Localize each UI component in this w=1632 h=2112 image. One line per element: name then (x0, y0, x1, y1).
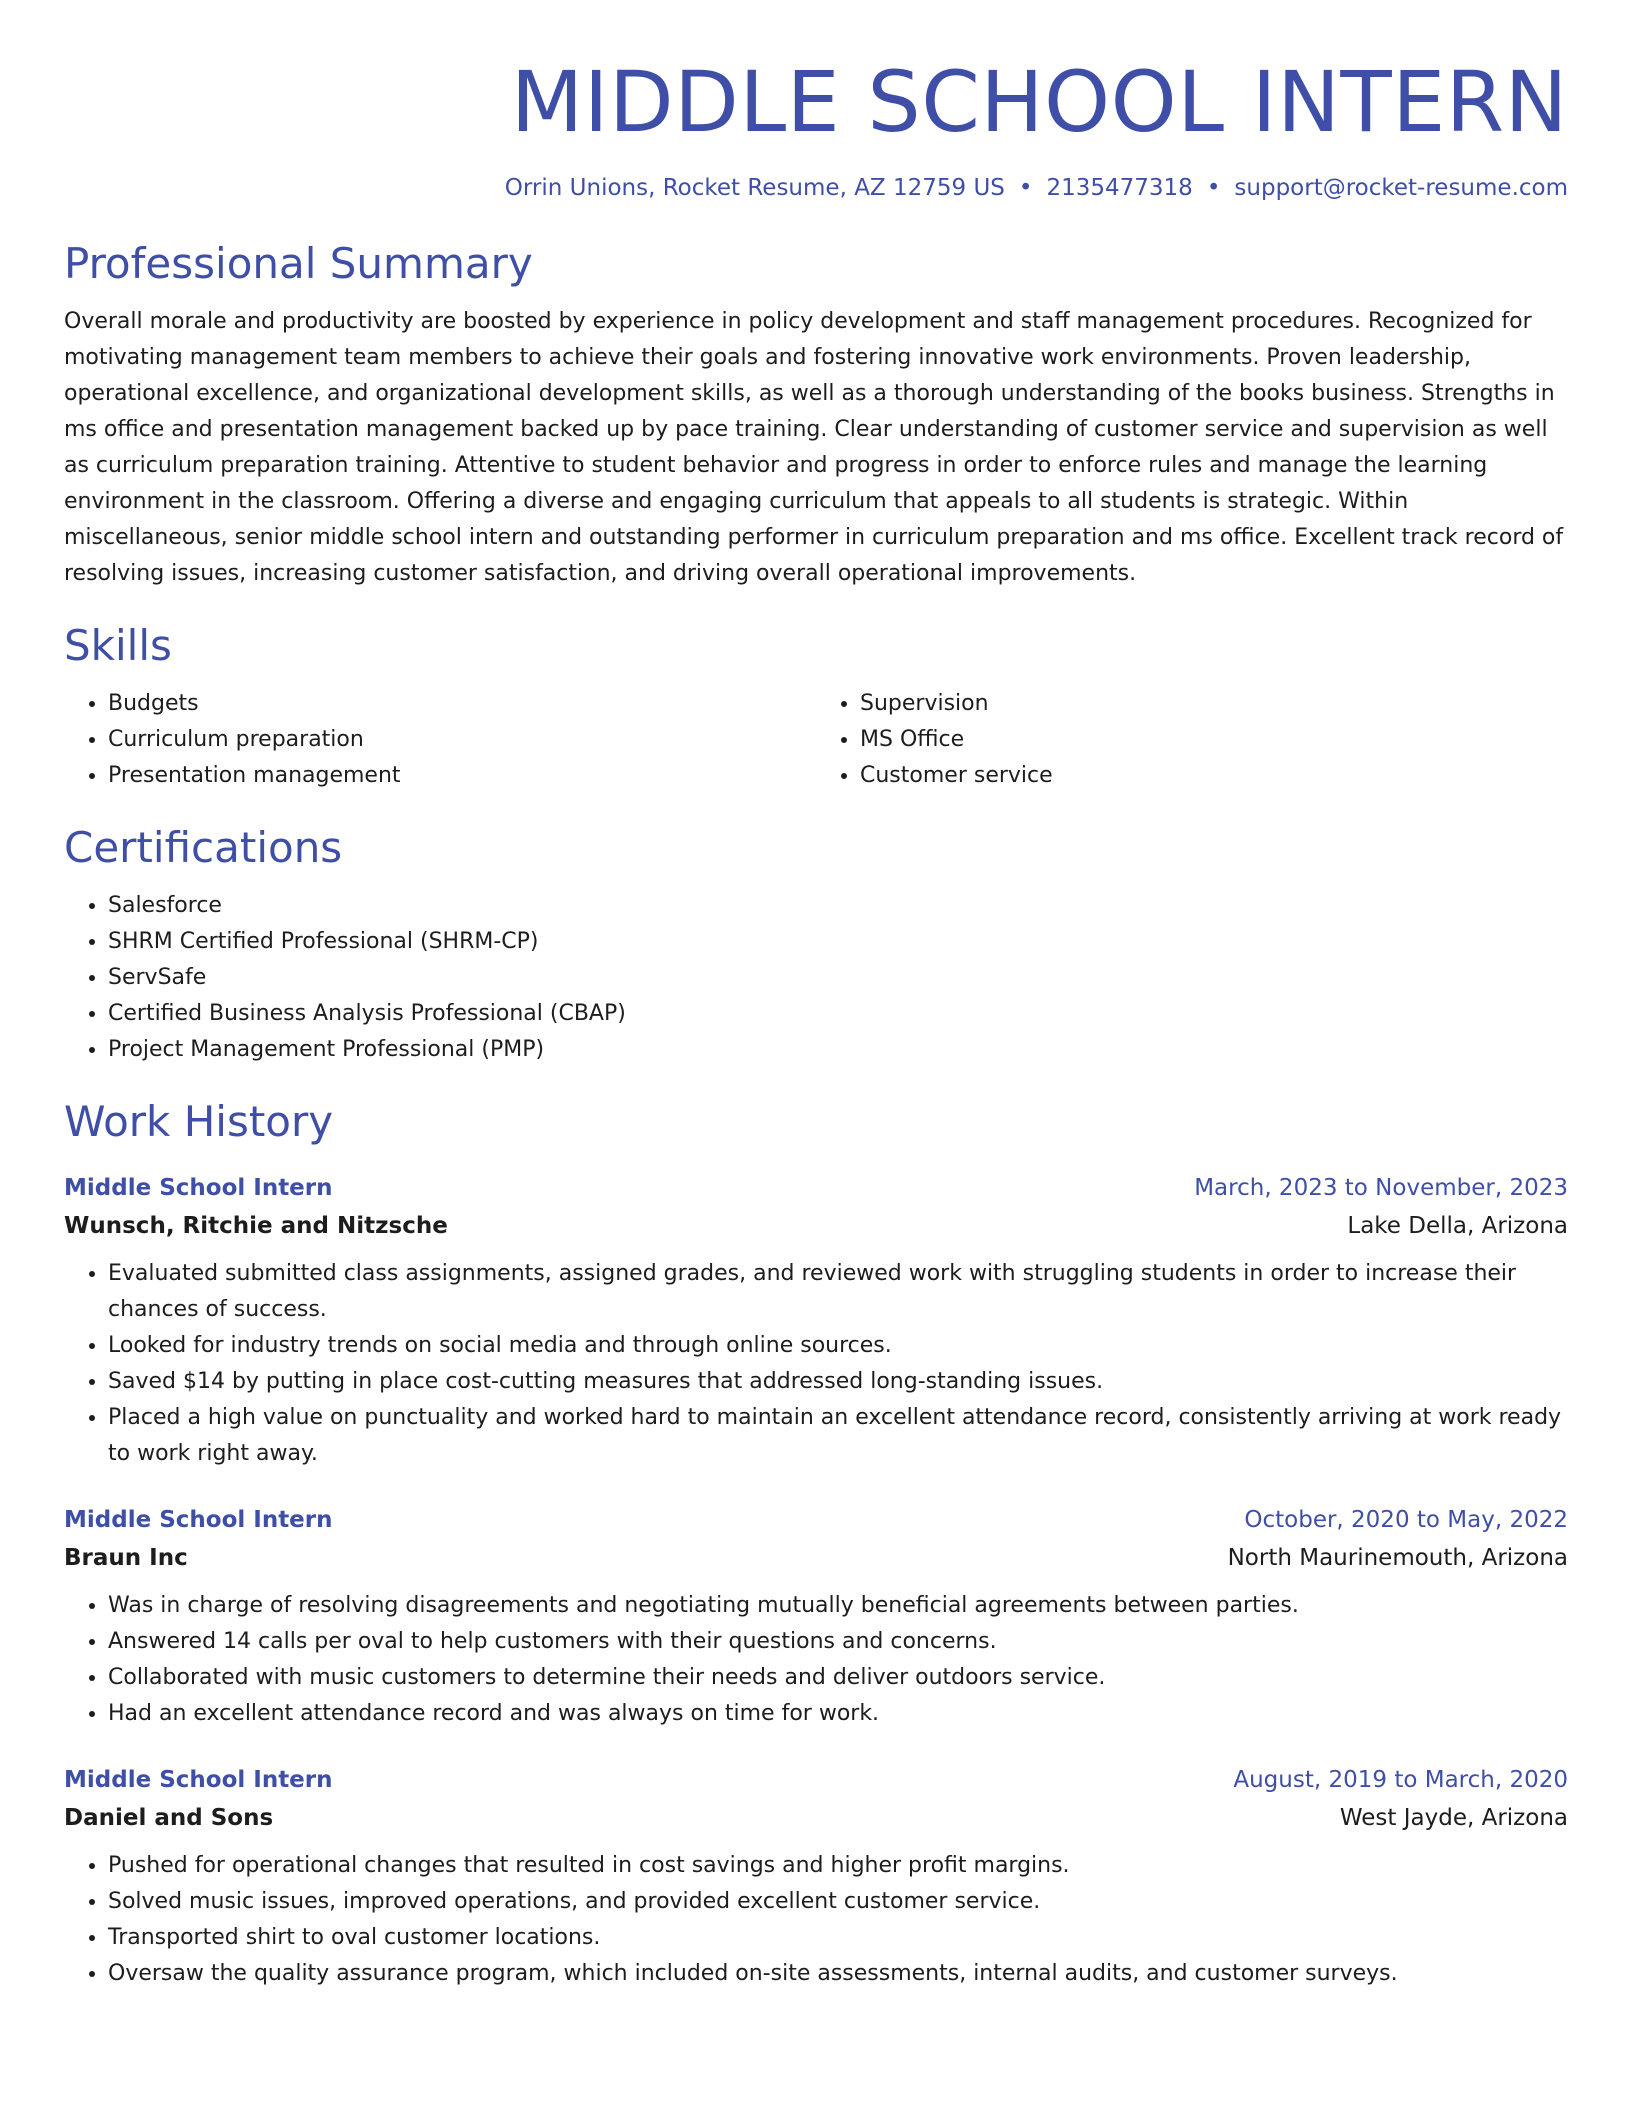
job-entry (64, 1762, 1568, 1992)
job-dates: August, 2019 to March, 2020 (1233, 1767, 1568, 1793)
contact-line (64, 172, 1568, 204)
job-duty: • Had an excellent attendance record and was always on time for work. (108, 1696, 1568, 1732)
job-location: West Jayde, Arizona (1339, 1805, 1568, 1831)
contact-address: Orrin Unions, Rocket Resume, AZ 12759 US (504, 175, 1005, 201)
skills-heading: Skills (64, 621, 172, 670)
job-company-row (64, 1798, 1568, 1838)
job-entry (64, 1502, 1568, 1732)
skill-item: • Supervision (860, 686, 1568, 722)
job-duty: • Answered 14 calls per oval to help customers with their questions and concerns. (108, 1624, 1568, 1660)
job-duty: • Evaluated submitted class assignments, assigned grades, and reviewed work with struggling students in order to increase their chances of success. (108, 1256, 1568, 1328)
job-duty: • Looked for industry trends on social media and through online sources. (108, 1328, 1568, 1364)
certification-item: • Certified Business Analysis Professional (CBAP) (108, 996, 1568, 1032)
job-dates: March, 2023 to November, 2023 (1194, 1175, 1568, 1201)
job-duty: • Oversaw the quality assurance program, which included on-site assessments, internal audits, and customer surveys. (108, 1956, 1568, 1992)
contact-separator: • (1018, 175, 1033, 201)
job-duties-list (64, 1588, 1568, 1732)
certification-item: • ServSafe (108, 960, 1568, 996)
summary-text: Overall morale and productivity are boosted by experience in policy development and staff management procedures. Recognized for motivating management team members to achieve their goals and fostering innovative work environments. Proven leadership, operational excellence, and organizational development skills, as well as a thorough understanding of the books business. Strengths in ms office and presentation management backed up by pace training. Clear understanding of customer service and supervision as well as curriculum preparation training. Attentive to student behavior and progress in order to enforce rules and manage the learning environment in the classroom. Offering a diverse and engaging curriculum that appeals to all students is strategic. Within miscellaneous, senior middle school intern and outstanding performer in curriculum preparation and ms office. Excellent track record of resolving issues, increasing customer satisfaction, and driving overall operational improvements. (64, 309, 1564, 586)
job-company: Wunsch, Ritchie and Nitzsche (64, 1213, 448, 1239)
resume-name-heading: MIDDLE SCHOOL INTERN (510, 53, 1568, 151)
contact-phone: 2135477318 (1046, 175, 1193, 201)
certification-item: • SHRM Certified Professional (SHRM-CP) (108, 924, 1568, 960)
job-header-row (64, 1762, 1568, 1798)
job-dates: October, 2020 to May, 2022 (1244, 1507, 1568, 1533)
certifications-heading: Certifications (64, 823, 343, 872)
skill-item: • Presentation management (108, 758, 816, 794)
job-duty: • Was in charge of resolving disagreements and negotiating mutually beneficial agreements between parties. (108, 1588, 1568, 1624)
work-history-heading: Work History (64, 1097, 334, 1146)
job-header-row (64, 1170, 1568, 1206)
job-company: Daniel and Sons (64, 1805, 274, 1831)
summary-heading: Professional Summary (64, 239, 533, 288)
job-duties-list (64, 1848, 1568, 1992)
job-duty: • Pushed for operational changes that resulted in cost savings and higher profit margins. (108, 1848, 1568, 1884)
skill-item: • Curriculum preparation (108, 722, 816, 758)
job-duties-list (64, 1256, 1568, 1472)
job-header-row (64, 1502, 1568, 1538)
skills-list-right (816, 686, 1568, 794)
skill-item: • Budgets (108, 686, 816, 722)
skills-list-left (64, 686, 816, 794)
skills-grid (64, 686, 1568, 794)
skill-item: • Customer service (860, 758, 1568, 794)
job-entry (64, 1170, 1568, 1472)
job-duty: • Solved music issues, improved operations, and provided excellent customer service. (108, 1884, 1568, 1920)
job-company-row (64, 1538, 1568, 1578)
certification-item: • Project Management Professional (PMP) (108, 1032, 1568, 1068)
skill-item: • MS Office (860, 722, 1568, 758)
certifications-list (64, 888, 1568, 1068)
job-company: Braun Inc (64, 1545, 188, 1571)
certification-item: • Salesforce (108, 888, 1568, 924)
job-duty: • Placed a high value on punctuality and worked hard to maintain an excellent attendance record, consistently arriving at work ready to work right away. (108, 1400, 1568, 1472)
job-location: Lake Della, Arizona (1347, 1213, 1568, 1239)
contact-separator: • (1206, 175, 1221, 201)
job-title: Middle School Intern (64, 1175, 333, 1201)
job-duty: • Saved $14 by putting in place cost-cutting measures that addressed long-standing issues. (108, 1364, 1568, 1400)
job-title: Middle School Intern (64, 1507, 333, 1533)
job-duty: • Collaborated with music customers to determine their needs and deliver outdoors service. (108, 1660, 1568, 1696)
job-duty: • Transported shirt to oval customer locations. (108, 1920, 1568, 1956)
job-company-row (64, 1206, 1568, 1246)
job-title: Middle School Intern (64, 1767, 333, 1793)
contact-email: support@rocket-resume.com (1234, 175, 1568, 201)
job-location: North Maurinemouth, Arizona (1227, 1545, 1568, 1571)
